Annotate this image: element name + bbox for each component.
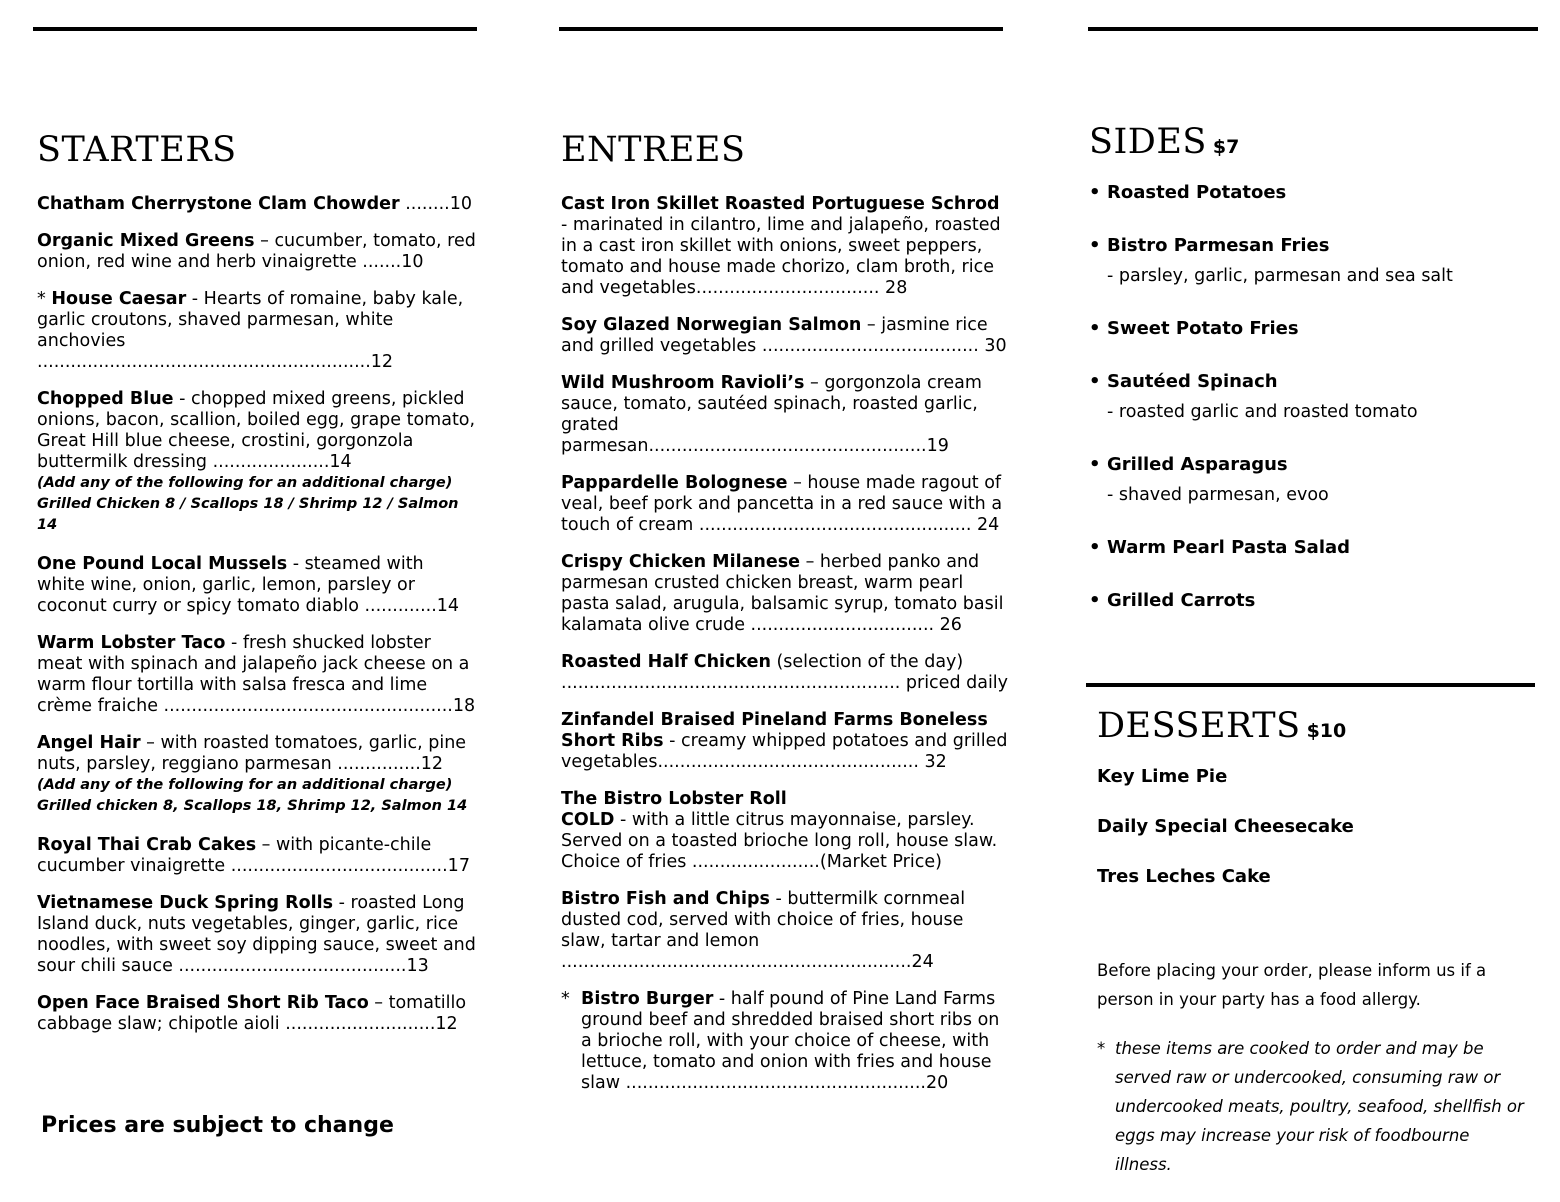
menu-item: Chatham Cherrystone Clam Chowder ........10 bbox=[37, 194, 472, 214]
list-item: • Grilled Asparagus - shaved parmesan, evoo bbox=[1089, 454, 1529, 505]
side-description: - shaved parmesan, evoo bbox=[1107, 485, 1329, 505]
list-item: • Sautéed Spinach - roasted garlic and roasted tomato bbox=[1089, 371, 1529, 422]
list-item: • Grilled Carrots bbox=[1089, 590, 1256, 611]
top-rule-left bbox=[33, 27, 477, 31]
entrees-heading: ENTREES bbox=[561, 130, 746, 170]
sides-list bbox=[1089, 182, 1529, 611]
list-item: • Roasted Potatoes bbox=[1089, 182, 1287, 203]
starters-heading: STARTERS bbox=[37, 130, 237, 170]
list-item: • Sweet Potato Fries bbox=[1089, 318, 1299, 339]
menu-item: Roasted Half Chicken (selection of the day) ............................................................. priced daily bbox=[561, 652, 1009, 693]
addon-list: Grilled chicken 8, Scallops 18, Shrimp 12, Salmon 14 bbox=[37, 798, 468, 814]
side-description: - roasted garlic and roasted tomato bbox=[1107, 402, 1418, 422]
menu-item: * Bistro Burger - half pound of Pine Land Farms ground beef and shredded braised short ribs on a brioche roll, with your choice of cheese, with lettuce, tomato and onion with fries and house slaw ......................................................20 bbox=[561, 989, 1000, 1093]
list-item: • Bistro Parmesan Fries - parsley, garlic, parmesan and sea salt bbox=[1089, 235, 1529, 286]
desserts-section bbox=[1097, 706, 1527, 1179]
dessert-item: Tres Leches Cake bbox=[1097, 866, 1271, 887]
menu-item: Crispy Chicken Milanese – herbed panko and parmesan crusted chicken breast, warm pearl pasta salad, arugula, balsamic syrup, tomato basil kalamata olive crude ................................. 26 bbox=[561, 552, 1004, 635]
addon-list: Grilled Chicken 8 / Scallops 18 / Shrimp 12 / Salmon 14 bbox=[37, 496, 459, 533]
sides-price: $7 bbox=[1212, 136, 1240, 158]
menu-item: The Bistro Lobster Roll COLD - with a little citrus mayonnaise, parsley. Served on a toasted brioche long roll, house slaw. Choice of fries .......................(Market Price) bbox=[561, 789, 998, 872]
sides-section bbox=[1089, 122, 1529, 611]
menu-item: Soy Glazed Norwegian Salmon – jasmine rice and grilled vegetables ....................................... 30 bbox=[561, 315, 1007, 356]
menu-item: Bistro Fish and Chips - buttermilk cornmeal dusted cod, served with choice of fries, house slaw, tartar and lemon ...............................................................24 bbox=[561, 889, 966, 972]
entrees-column bbox=[561, 130, 1009, 1110]
top-rule-middle bbox=[559, 27, 1003, 31]
addon-note: (Add any of the following for an additional charge) bbox=[37, 777, 453, 793]
menu-item: * House Caesar - Hearts of romaine, baby kale, garlic croutons, shaved parmesan, white anchovies ............................................................12 bbox=[37, 289, 464, 372]
dessert-item: Daily Special Cheesecake bbox=[1097, 816, 1354, 837]
desserts-heading: DESSERTS $10 bbox=[1097, 706, 1347, 746]
top-rule-right bbox=[1088, 27, 1538, 31]
menu-item: Zinfandel Braised Pineland Farms Boneless Short Ribs - creamy whipped potatoes and grilled vegetables............................................... 32 bbox=[561, 710, 1008, 772]
menu-item: Royal Thai Crab Cakes – with picante-chile cucumber vinaigrette .......................................17 bbox=[37, 835, 470, 876]
list-item: • Warm Pearl Pasta Salad bbox=[1089, 537, 1351, 558]
menu-item: Open Face Braised Short Rib Taco – tomatillo cabbage slaw; chipotle aioli ...........................12 bbox=[37, 993, 467, 1034]
menu-item: One Pound Local Mussels - steamed with white wine, onion, garlic, lemon, parsley or coconut curry or spicy tomato diablo .............14 bbox=[37, 554, 460, 616]
menu-item: Vietnamese Duck Spring Rolls - roasted Long Island duck, nuts vegetables, ginger, garlic, rice noodles, with sweet soy dipping sauce, sweet and sour chili sauce .........................................13 bbox=[37, 893, 476, 976]
price-change-note: Prices are subject to change bbox=[41, 1113, 394, 1138]
sides-heading: SIDES $7 bbox=[1089, 122, 1240, 162]
menu-item: Pappardelle Bolognese – house made ragout of veal, beef pork and pancetta in a red sauce with a touch of cream ................................................. 24 bbox=[561, 473, 1003, 535]
menu-item: Angel Hair – with roasted tomatoes, garlic, pine nuts, parsley, reggiano parmesan ...............12 (Add any of the following for an additional charge) Grilled chicken 8, Scallops 18, Shrimp 12, Salmon 14 bbox=[37, 733, 477, 817]
addon-note: (Add any of the following for an additional charge) bbox=[37, 475, 453, 491]
menu-item: Organic Mixed Greens – cucumber, tomato, red onion, red wine and herb vinaigrette .......10 bbox=[37, 231, 476, 272]
menu-item: Warm Lobster Taco - fresh shucked lobster meat with spinach and jalapeño jack cheese on a warm flour tortilla with salsa fresca and lime crème fraiche ....................................................18 bbox=[37, 633, 476, 716]
menu-item: Wild Mushroom Ravioli’s – gorgonzola cream sauce, tomato, sautéed spinach, roasted garlic, grated parmesan..................................................19 bbox=[561, 373, 982, 456]
allergy-note: Before placing your order, please inform us if a person in your party has a food allergy. bbox=[1097, 961, 1487, 1009]
menu-item: Chopped Blue - chopped mixed greens, pickled onions, bacon, scallion, boiled egg, grape tomato, Great Hill blue cheese, crostini, gorgonzola buttermilk dressing .....................14 (Add any of the following for an additional charge) Grilled Chicken 8 / Scallops 18 / Shrimp 12 / Salmon 14 bbox=[37, 389, 477, 536]
dessert-item: Key Lime Pie bbox=[1097, 766, 1228, 787]
desserts-rule bbox=[1086, 683, 1535, 687]
menu-item: Cast Iron Skillet Roasted Portuguese Schrod - marinated in cilantro, lime and jalapeño, roasted in a cast iron skillet with onions, sweet peppers, tomato and house made chorizo, clam broth, rice and vegetables................................. 28 bbox=[561, 194, 1001, 298]
raw-food-disclaimer: * these items are cooked to order and may be served raw or undercooked, consuming raw or undercooked meats, poultry, seafood, shellfish or eggs may increase your risk of foodbourne illness. bbox=[1097, 1039, 1524, 1174]
side-description: - parsley, garlic, parmesan and sea salt bbox=[1107, 266, 1453, 286]
starters-column bbox=[37, 130, 477, 1051]
desserts-price: $10 bbox=[1306, 720, 1347, 742]
